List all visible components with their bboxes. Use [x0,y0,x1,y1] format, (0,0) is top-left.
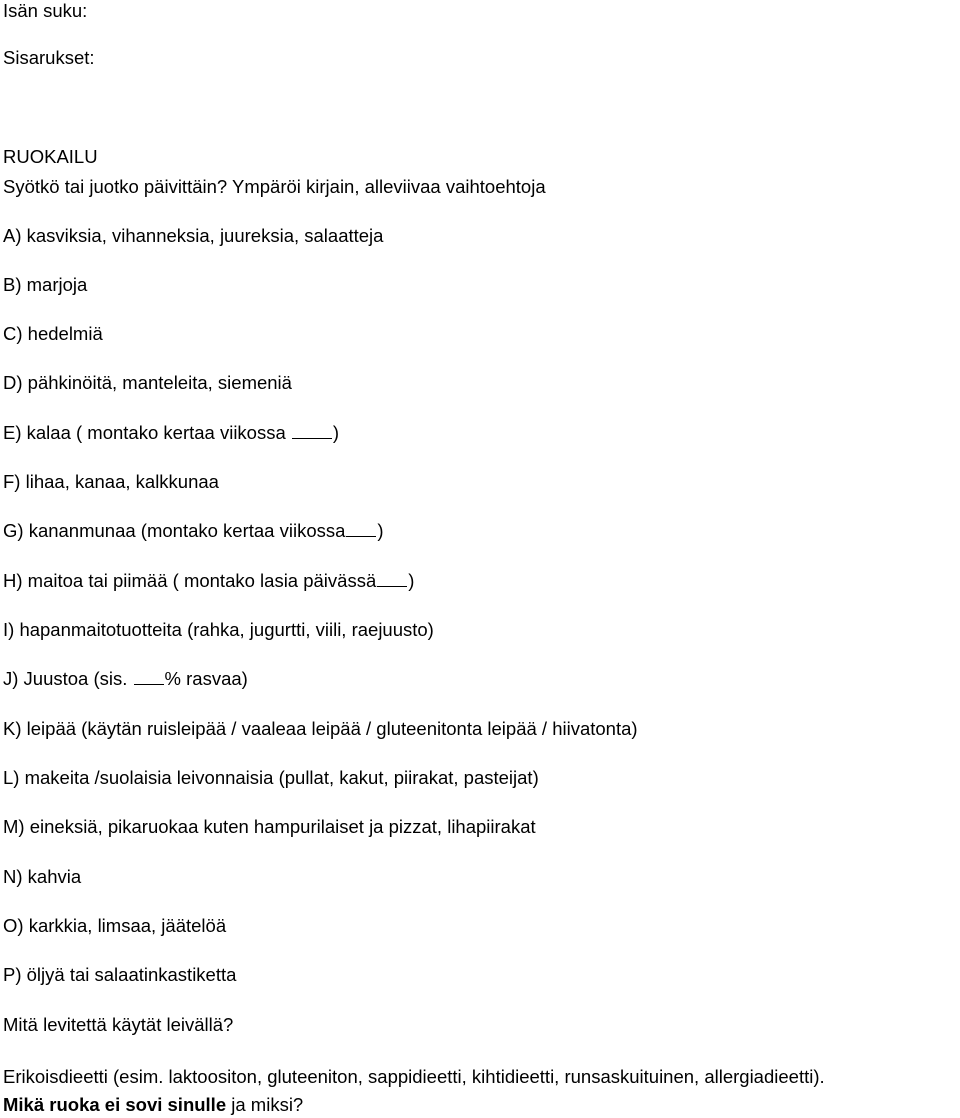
fill-in-blank[interactable] [377,570,407,587]
fill-in-blank[interactable] [292,422,332,439]
option-h-text: H) maitoa tai piimää ( montako lasia päivässä [3,570,377,591]
father-family-label: Isän suku: [3,0,88,21]
fill-in-blank[interactable] [134,668,164,685]
unsuitable-food-rest: ja miksi? [226,1094,304,1115]
spread-question: Mitä levitettä käytät leivällä? [3,1014,234,1035]
option-g-close: ) [377,520,384,541]
option-e [3,422,339,444]
section-title: RUOKAILU [3,146,98,167]
option-j-text: J) Juustoa (sis. [3,668,133,689]
option-c: C) hedelmiä [3,323,103,344]
unsuitable-food-bold: Mikä ruoka ei sovi sinulle [3,1094,227,1115]
option-d: D) pähkinöitä, manteleita, siemeniä [3,372,292,393]
option-m: M) eineksiä, pikaruokaa kuten hampurilaiset ja pizzat, lihapiirakat [3,816,536,837]
option-e-close: ) [332,422,340,443]
option-f: F) lihaa, kanaa, kalkkunaa [3,471,219,492]
option-p: P) öljyä tai salaatinkastiketta [3,964,237,985]
option-i: I) hapanmaitotuotteita (rahka, jugurtti, viili, raejuusto) [3,619,434,640]
option-o: O) karkkia, limsaa, jäätelöä [3,915,227,936]
option-k: K) leipää (käytän ruisleipää / vaaleaa leipää / gluteenitonta leipää / hiivatonta) [3,718,638,739]
option-j [3,668,248,690]
option-e-text: E) kalaa ( montako kertaa viikossa [3,422,291,443]
question-text: Syötkö tai juotko päivittäin? Ympäröi kirjain, alleviivaa vaihtoehtoja [3,176,546,197]
option-g-text: G) kananmunaa (montako kertaa viikossa [3,520,346,541]
option-b: B) marjoja [3,274,88,295]
option-a: A) kasviksia, vihanneksia, juureksia, salaatteja [3,225,384,246]
unsuitable-food-question [3,1094,303,1116]
option-n: N) kahvia [3,866,82,887]
option-l: L) makeita /suolaisia leivonnaisia (pullat, kakut, piirakat, pasteijat) [3,767,539,788]
option-g [3,520,384,542]
option-j-close: % rasvaa) [164,668,248,689]
special-diet-text: Erikoisdieetti (esim. laktoositon, gluteeniton, sappidieetti, kihtidieetti, runsaskuituinen, allergiadieetti). [3,1066,825,1087]
siblings-label: Sisarukset: [3,47,95,68]
fill-in-blank[interactable] [346,520,376,537]
option-h-close: ) [408,570,415,591]
option-h [3,570,414,592]
